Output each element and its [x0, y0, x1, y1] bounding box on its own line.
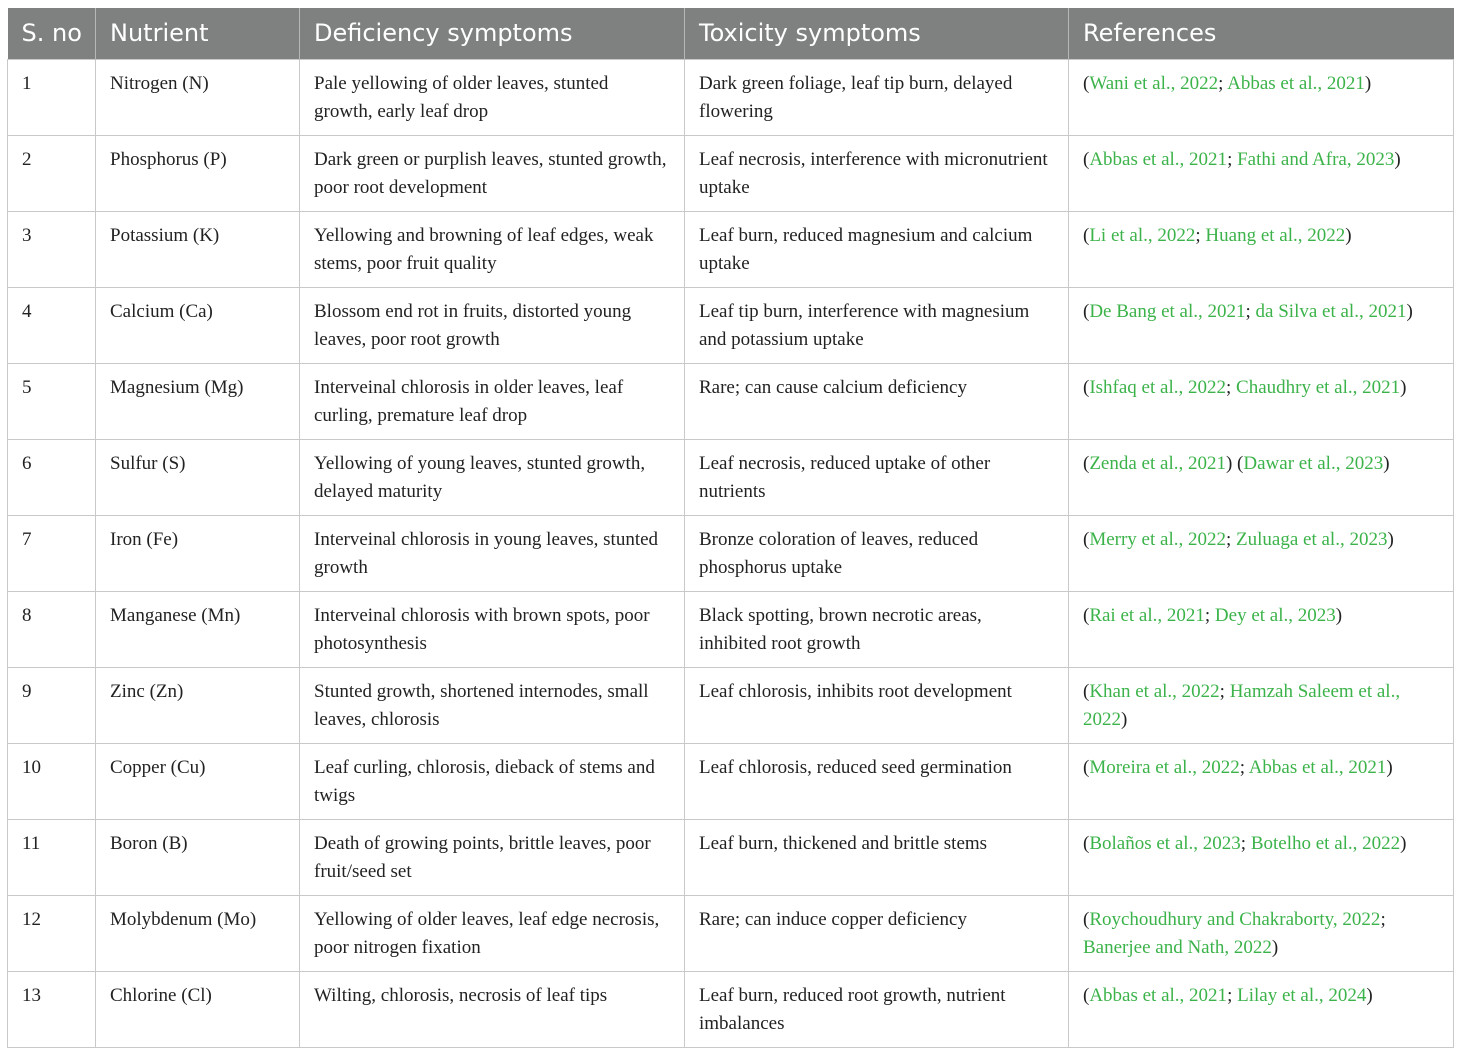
- cell-deficiency: Yellowing and browning of leaf edges, weak stems, poor fruit quality: [300, 211, 685, 287]
- table-row: [8, 971, 1454, 1047]
- reference-link[interactable]: Hamzah Saleem et al., 2022: [1083, 680, 1401, 730]
- reference-link[interactable]: Wani et al., 2022: [1089, 72, 1219, 94]
- reference-link[interactable]: Chaudhry et al., 2021: [1236, 376, 1401, 398]
- cell-sno: 6: [8, 439, 96, 515]
- cell-references: [1069, 59, 1454, 135]
- cell-deficiency: Yellowing of young leaves, stunted growth, delayed maturity: [300, 439, 685, 515]
- cell-toxicity: Leaf chlorosis, inhibits root development: [685, 667, 1069, 743]
- ref-separator: ;: [1218, 72, 1228, 94]
- cell-references: [1069, 439, 1454, 515]
- table-row: [8, 667, 1454, 743]
- cell-deficiency: Yellowing of older leaves, leaf edge necrosis, poor nitrogen fixation: [300, 895, 685, 971]
- reference-link[interactable]: Abbas et al., 2021: [1227, 72, 1365, 94]
- cell-references: [1069, 515, 1454, 591]
- cell-sno: 11: [8, 819, 96, 895]
- table-row: [8, 135, 1454, 211]
- reference-link[interactable]: Lilay et al., 2024: [1237, 984, 1367, 1006]
- ref-paren: ): [1394, 148, 1401, 170]
- ref-paren: (: [1083, 376, 1090, 398]
- cell-sno: 4: [8, 287, 96, 363]
- ref-paren: (: [1083, 72, 1090, 94]
- reference-link[interactable]: Rai et al., 2021: [1089, 604, 1205, 626]
- ref-paren: (: [1083, 680, 1090, 702]
- reference-link[interactable]: Huang et al., 2022: [1205, 224, 1346, 246]
- reference-link[interactable]: Merry et al., 2022: [1089, 528, 1226, 550]
- cell-sno: 2: [8, 135, 96, 211]
- cell-toxicity: Leaf burn, reduced root growth, nutrient imbalances: [685, 971, 1069, 1047]
- cell-references: [1069, 211, 1454, 287]
- ref-paren: (: [1083, 756, 1090, 778]
- cell-toxicity: Leaf chlorosis, reduced seed germination: [685, 743, 1069, 819]
- table-row: [8, 819, 1454, 895]
- ref-paren: (: [1083, 300, 1090, 322]
- ref-paren: ): [1364, 72, 1372, 94]
- cell-references: [1069, 895, 1454, 971]
- table-row: [8, 895, 1454, 971]
- cell-nutrient: Chlorine (Cl): [96, 971, 300, 1047]
- cell-nutrient: Phosphorus (P): [96, 135, 300, 211]
- ref-separator: ;: [1219, 680, 1230, 702]
- ref-paren: ): [1335, 604, 1343, 626]
- ref-separator: ;: [1245, 300, 1256, 322]
- cell-sno: 12: [8, 895, 96, 971]
- table-row: [8, 59, 1454, 135]
- reference-link[interactable]: Zenda et al., 2021: [1089, 452, 1226, 474]
- cell-sno: 10: [8, 743, 96, 819]
- header-sno: S. no: [8, 8, 96, 59]
- ref-paren: (: [1083, 604, 1090, 626]
- cell-nutrient: Boron (B): [96, 819, 300, 895]
- cell-references: [1069, 743, 1454, 819]
- reference-link[interactable]: Fathi and Afra, 2023: [1237, 148, 1395, 170]
- cell-deficiency: Leaf curling, chlorosis, dieback of stems and twigs: [300, 743, 685, 819]
- cell-nutrient: Magnesium (Mg): [96, 363, 300, 439]
- cell-references: [1069, 287, 1454, 363]
- cell-toxicity: Dark green foliage, leaf tip burn, delayed flowering: [685, 59, 1069, 135]
- cell-sno: 7: [8, 515, 96, 591]
- header-references: References: [1069, 8, 1454, 59]
- table-row: [8, 591, 1454, 667]
- cell-references: [1069, 363, 1454, 439]
- table-body: [8, 59, 1454, 1047]
- ref-separator: ;: [1225, 528, 1237, 550]
- cell-deficiency: Dark green or purplish leaves, stunted growth, poor root development: [300, 135, 685, 211]
- cell-sno: 8: [8, 591, 96, 667]
- cell-references: [1069, 667, 1454, 743]
- reference-link[interactable]: Botelho et al., 2022: [1250, 832, 1401, 854]
- cell-sno: 13: [8, 971, 96, 1047]
- cell-deficiency: Blossom end rot in fruits, distorted young leaves, poor root growth: [300, 287, 685, 363]
- cell-nutrient: Nitrogen (N): [96, 59, 300, 135]
- cell-references: [1069, 819, 1454, 895]
- ref-separator: ;: [1239, 756, 1249, 778]
- cell-nutrient: Zinc (Zn): [96, 667, 300, 743]
- reference-link[interactable]: da Silva et al., 2021: [1255, 300, 1407, 322]
- header-row: [8, 8, 1454, 59]
- reference-link[interactable]: De Bang et al., 2021: [1089, 300, 1246, 322]
- ref-paren: ): [1383, 452, 1390, 474]
- reference-link[interactable]: Li et al., 2022: [1089, 224, 1196, 246]
- ref-paren: ): [1387, 528, 1394, 550]
- ref-separator: ;: [1227, 148, 1238, 170]
- cell-deficiency: Wilting, chlorosis, necrosis of leaf tips: [300, 971, 685, 1047]
- ref-separator: ;: [1240, 832, 1251, 854]
- header-deficiency: Deficiency symptoms: [300, 8, 685, 59]
- reference-link[interactable]: Dey et al., 2023: [1214, 604, 1336, 626]
- table-row: [8, 363, 1454, 439]
- cell-toxicity: Black spotting, brown necrotic areas, inhibited root growth: [685, 591, 1069, 667]
- ref-paren: ): [1386, 756, 1393, 778]
- header-toxicity: Toxicity symptoms: [685, 8, 1069, 59]
- reference-link[interactable]: Moreira et al., 2022: [1089, 756, 1240, 778]
- cell-nutrient: Molybdenum (Mo): [96, 895, 300, 971]
- reference-link[interactable]: Roychoudhury and Chakraborty, 2022: [1089, 908, 1381, 930]
- ref-paren: ): [1400, 832, 1407, 854]
- ref-separator: ) (: [1225, 452, 1244, 474]
- cell-deficiency: Death of growing points, brittle leaves, poor fruit/seed set: [300, 819, 685, 895]
- table-row: [8, 439, 1454, 515]
- ref-paren: ): [1366, 984, 1373, 1006]
- ref-separator: ;: [1380, 908, 1386, 930]
- ref-separator: ;: [1225, 376, 1237, 398]
- cell-deficiency: Stunted growth, shortened internodes, small leaves, chlorosis: [300, 667, 685, 743]
- ref-paren: ): [1345, 224, 1352, 246]
- cell-toxicity: Leaf necrosis, reduced uptake of other nutrients: [685, 439, 1069, 515]
- table-row: [8, 211, 1454, 287]
- cell-toxicity: Leaf necrosis, interference with micronutrient uptake: [685, 135, 1069, 211]
- reference-link[interactable]: Abbas et al., 2021: [1089, 984, 1228, 1006]
- reference-link[interactable]: Abbas et al., 2021: [1248, 756, 1387, 778]
- table-row: [8, 287, 1454, 363]
- cell-sno: 9: [8, 667, 96, 743]
- cell-nutrient: Iron (Fe): [96, 515, 300, 591]
- reference-link[interactable]: Zuluaga et al., 2023: [1236, 528, 1388, 550]
- reference-link[interactable]: Khan et al., 2022: [1089, 680, 1220, 702]
- cell-references: [1069, 135, 1454, 211]
- ref-paren: (: [1083, 452, 1090, 474]
- ref-paren: ): [1400, 376, 1407, 398]
- ref-separator: ;: [1195, 224, 1206, 246]
- ref-paren: ): [1271, 936, 1279, 958]
- reference-link[interactable]: Ishfaq et al., 2022: [1089, 376, 1226, 398]
- cell-toxicity: Rare; can cause calcium deficiency: [685, 363, 1069, 439]
- reference-link[interactable]: Dawar et al., 2023: [1243, 452, 1384, 474]
- cell-references: [1069, 591, 1454, 667]
- cell-toxicity: Leaf tip burn, interference with magnesium and potassium uptake: [685, 287, 1069, 363]
- cell-nutrient: Manganese (Mn): [96, 591, 300, 667]
- cell-deficiency: Interveinal chlorosis with brown spots, poor photosynthesis: [300, 591, 685, 667]
- ref-paren: (: [1083, 984, 1090, 1006]
- ref-paren: ): [1121, 708, 1128, 730]
- ref-paren: (: [1083, 908, 1090, 930]
- nutrient-symptoms-table: [7, 8, 1454, 1048]
- header-nutrient: Nutrient: [96, 8, 300, 59]
- cell-toxicity: Bronze coloration of leaves, reduced phosphorus uptake: [685, 515, 1069, 591]
- cell-nutrient: Copper (Cu): [96, 743, 300, 819]
- cell-deficiency: Interveinal chlorosis in older leaves, leaf curling, premature leaf drop: [300, 363, 685, 439]
- cell-sno: 3: [8, 211, 96, 287]
- cell-references: [1069, 971, 1454, 1047]
- cell-sno: 1: [8, 59, 96, 135]
- cell-toxicity: Leaf burn, thickened and brittle stems: [685, 819, 1069, 895]
- reference-link[interactable]: Abbas et al., 2021: [1089, 148, 1228, 170]
- cell-toxicity: Leaf burn, reduced magnesium and calcium uptake: [685, 211, 1069, 287]
- cell-toxicity: Rare; can induce copper deficiency: [685, 895, 1069, 971]
- reference-link[interactable]: Bolaños et al., 2023: [1089, 832, 1241, 854]
- cell-nutrient: Sulfur (S): [96, 439, 300, 515]
- table-row: [8, 515, 1454, 591]
- cell-nutrient: Potassium (K): [96, 211, 300, 287]
- table-row: [8, 743, 1454, 819]
- ref-paren: (: [1083, 832, 1090, 854]
- cell-deficiency: Pale yellowing of older leaves, stunted growth, early leaf drop: [300, 59, 685, 135]
- ref-paren: ): [1406, 300, 1413, 322]
- ref-paren: (: [1083, 528, 1090, 550]
- ref-paren: (: [1083, 224, 1090, 246]
- reference-link[interactable]: Banerjee and Nath, 2022: [1083, 936, 1272, 958]
- table-header: [8, 8, 1454, 59]
- ref-paren: (: [1083, 148, 1090, 170]
- cell-nutrient: Calcium (Ca): [96, 287, 300, 363]
- cell-deficiency: Interveinal chlorosis in young leaves, stunted growth: [300, 515, 685, 591]
- cell-sno: 5: [8, 363, 96, 439]
- ref-separator: ;: [1227, 984, 1238, 1006]
- ref-separator: ;: [1204, 604, 1215, 626]
